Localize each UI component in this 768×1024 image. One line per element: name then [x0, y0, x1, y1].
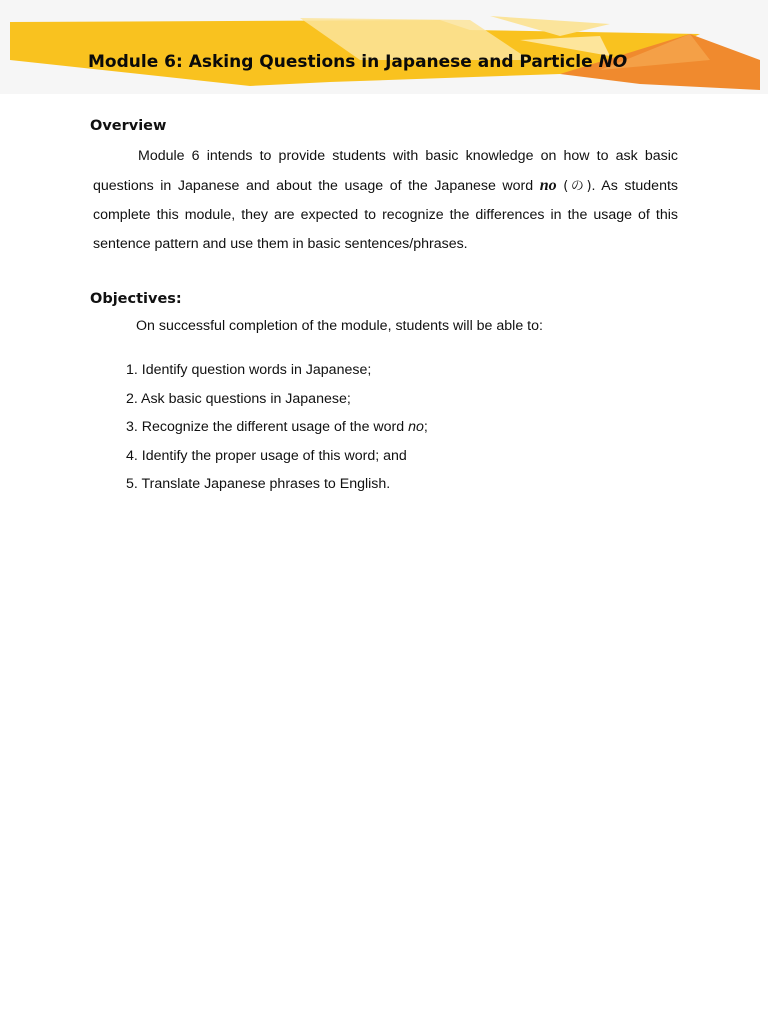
overview-section [90, 118, 678, 259]
objective-text: 2. Ask basic questions in Japanese; [126, 390, 351, 407]
banner-decoration [0, 0, 768, 94]
objective-text: 3. Recognize the different usage of the word [126, 419, 409, 435]
page-title [88, 52, 627, 72]
section-spacer [90, 259, 678, 291]
overview-keyword: no [539, 177, 557, 194]
objectives-list [90, 359, 678, 502]
document-body [90, 118, 678, 502]
title-emphasis: NO [598, 52, 628, 72]
overview-keyword-kana: (の) [563, 179, 592, 194]
objective-text: 1. Identify question words in Japanese; [126, 362, 372, 378]
objective-item [126, 388, 678, 417]
objectives-section [90, 291, 678, 502]
overview-text-before: Module 6 intends to provide students with basic knowledge on how to ask basic questions in Japanese and about the usage of the Japanese word [93, 148, 678, 194]
objective-suffix: ; [423, 419, 428, 435]
objective-item [126, 416, 678, 445]
title-main: Module 6: Asking Questions in Japanese and Particle [88, 52, 599, 72]
overview-text-after: . As students complete this module, they are expected to recognize the differences in the usage of this sentence pattern and use them in basic sentences/phrases. [93, 178, 678, 252]
objective-text: 5. Translate Japanese phrases to English. [126, 476, 391, 492]
objectives-heading: Objectives: [90, 291, 182, 307]
objective-item [126, 359, 678, 388]
overview-paragraph [93, 142, 678, 259]
objective-item [126, 473, 678, 502]
objective-item [126, 445, 678, 474]
overview-heading: Overview [90, 118, 167, 134]
header-banner [0, 0, 768, 94]
objective-text: 4. Identify the proper usage of this word; and [126, 447, 407, 464]
objectives-intro: On successful completion of the module, students will be able to: [136, 318, 543, 334]
objective-emphasis: no [408, 419, 424, 435]
